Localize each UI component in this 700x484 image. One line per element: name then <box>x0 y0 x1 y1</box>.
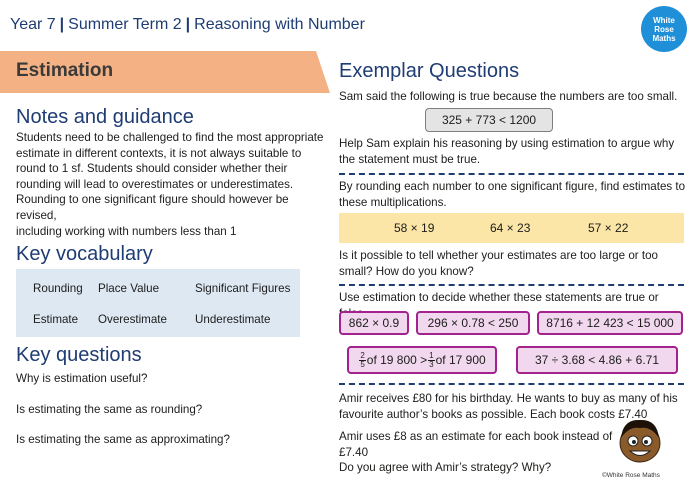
key-question: Is estimating the same as rounding? <box>16 403 203 416</box>
key-questions-heading: Key questions <box>16 344 142 366</box>
header-separator: | <box>59 16 65 33</box>
q2-text: By rounding each number to one significant figure, find estimates to these multiplications. <box>339 180 686 209</box>
header-term: Summer Term 2 <box>68 16 182 33</box>
multiplications-box <box>339 213 684 243</box>
divider <box>339 173 684 175</box>
vocabulary-box <box>16 269 300 337</box>
vocab-word: Significant Figures <box>195 282 291 295</box>
q4-text: Amir receives £80 for his birthday. He wants to buy as many of his favourite author’s books as possible. Each book costs £7.40 <box>339 392 678 421</box>
amir-character-illustration <box>617 416 663 466</box>
key-question: Is estimating the same as approximating? <box>16 433 230 446</box>
fraction: $\frac{1}{3}$ <box>429 350 434 369</box>
notes-text: Students need to be challenged to find the most appropriate estimate in different contexts, it is not always suitable to round to 1 sf. Students should consider whether their rounding will lead to overestimates or underestimates. Rounding to one significant figure should however be revised, including working with numbers less than 1 <box>16 131 324 238</box>
vocabulary-heading: Key vocabulary <box>16 243 153 265</box>
fraction: $\frac{2}{5}$ <box>360 350 365 369</box>
multiplication-item: 57 × 22 <box>588 221 629 235</box>
divider <box>339 284 684 286</box>
vocab-word: Place Value <box>98 282 160 295</box>
q3-intro: Use estimation to decide whether these statements are true or <box>339 291 659 304</box>
multiplication-item: 58 × 19 <box>394 221 435 235</box>
exemplar-heading: Exemplar Questions <box>339 60 520 82</box>
vocab-word: Rounding <box>33 282 83 295</box>
statement-box: 8716 + 12 423 < 15 000 <box>537 311 683 335</box>
multiplication-item: 64 × 23 <box>490 221 531 235</box>
vocab-word: Underestimate <box>195 313 271 326</box>
lesson-title: Estimation <box>16 60 114 81</box>
q4-follow-up: Amir uses £8 as an estimate for each book instead of £7.40 Do you agree with Amir’s strategy? Why? <box>339 430 613 475</box>
vocab-word: Overestimate <box>98 313 167 326</box>
q2-follow-up: Is it possible to tell whether your estimates are too large or too small? How do you know? <box>339 249 658 278</box>
key-question: Why is estimation useful? <box>16 372 148 385</box>
copyright: ©White Rose Maths <box>602 472 660 479</box>
divider <box>339 383 684 385</box>
statement-box: 862 × 0.9 <box>339 311 409 335</box>
header-year: Year 7 <box>10 16 56 33</box>
notes-heading: Notes and guidance <box>16 106 194 128</box>
page-header <box>10 16 365 34</box>
header-topic: Reasoning with Number <box>194 16 365 33</box>
white-rose-maths-logo: White Rose Maths <box>641 6 687 52</box>
sam-statement-box: 325 + 773 < 1200 <box>425 108 553 132</box>
header-separator: | <box>185 16 191 33</box>
vocab-word: Estimate <box>33 313 79 326</box>
q1-text: Help Sam explain his reasoning by using estimation to argue why the statement must be true. <box>339 137 675 166</box>
q1-intro: Sam said the following is true because the numbers are too small. <box>339 90 678 103</box>
fraction-statement-box: $\frac{2}{5}$ of 19 800 > $\frac{1}{3}$ of 17 900 <box>347 346 497 374</box>
statement-box: 296 × 0.78 < 250 <box>416 311 530 335</box>
statement-box: 37 ÷ 3.68 < 4.86 + 6.71 <box>516 346 678 374</box>
